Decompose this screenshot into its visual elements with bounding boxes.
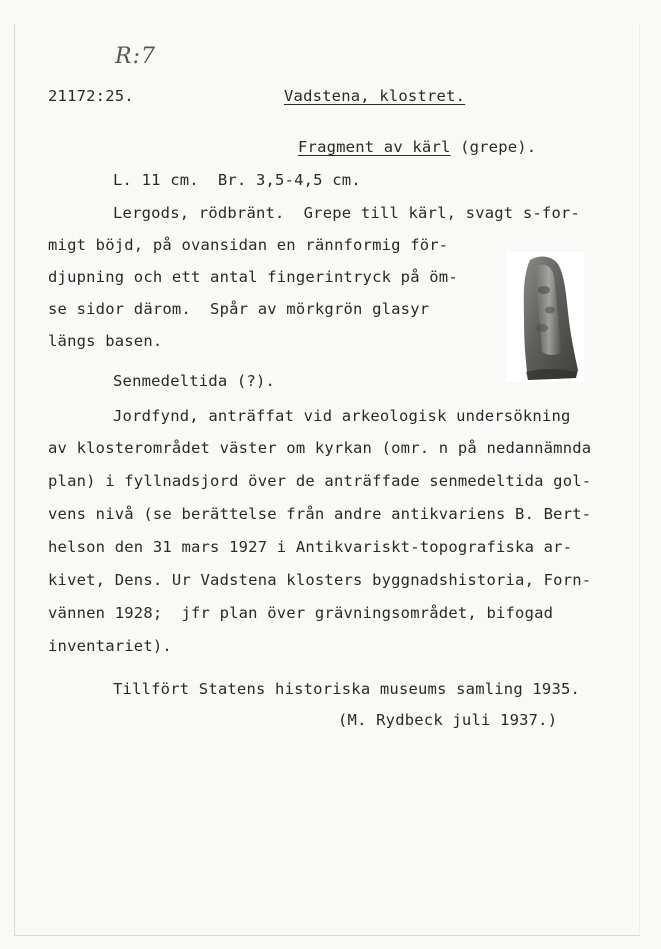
object-subtitle: (grepe). — [460, 138, 537, 156]
findspot-line: kivet, Dens. Ur Vadstena klosters byggnadshistoria, Forn- — [48, 571, 592, 589]
description-line: migt böjd, på ovansidan en rännformig för- — [48, 236, 449, 254]
dating: Senmedeltida (?). — [113, 372, 276, 390]
findspot-line: helson den 31 mars 1927 i Antikvariskt-topografiska ar- — [48, 538, 573, 556]
inventory-number: 21172:25. — [48, 87, 134, 105]
description-line: se sidor därom. Spår av mörkgrön glasyr — [48, 300, 430, 318]
location-heading: Vadstena, klostret. — [284, 87, 466, 105]
description-line: längs basen. — [48, 332, 163, 350]
findspot-line: plan) i fyllnadsjord över de anträffade senmedeltida gol- — [48, 472, 592, 490]
handwritten-mark: R:7 — [115, 44, 156, 69]
acquisition-note: Tillfört Statens historiska museums samling 1935. — [113, 680, 581, 698]
artifact-photo — [506, 252, 584, 382]
findspot-line: vens nivå (se berättelse från andre antikvariens B. Bert- — [48, 505, 592, 523]
signature: (M. Rydbeck juli 1937.) — [338, 711, 558, 729]
findspot-line: Jordfynd, anträffat vid arkeologisk undersökning — [113, 407, 571, 425]
measurements: L. 11 cm. Br. 3,5-4,5 cm. — [113, 171, 361, 189]
object-title: Fragment av kärl — [298, 138, 451, 156]
object-title-row — [298, 137, 536, 157]
findspot-line: vännen 1928; jfr plan över grävningsområdet, bifogad — [48, 604, 554, 622]
description-line: Lergods, rödbränt. Grepe till kärl, svagt s-for- — [113, 204, 581, 222]
description-line: djupning och ett antal fingerintryck på öm- — [48, 268, 458, 286]
findspot-line: inventariet). — [48, 637, 172, 655]
artifact-fragment-image — [506, 252, 584, 382]
findspot-line: av klosterområdet väster om kyrkan (omr. n på nedannämnda — [48, 439, 592, 457]
